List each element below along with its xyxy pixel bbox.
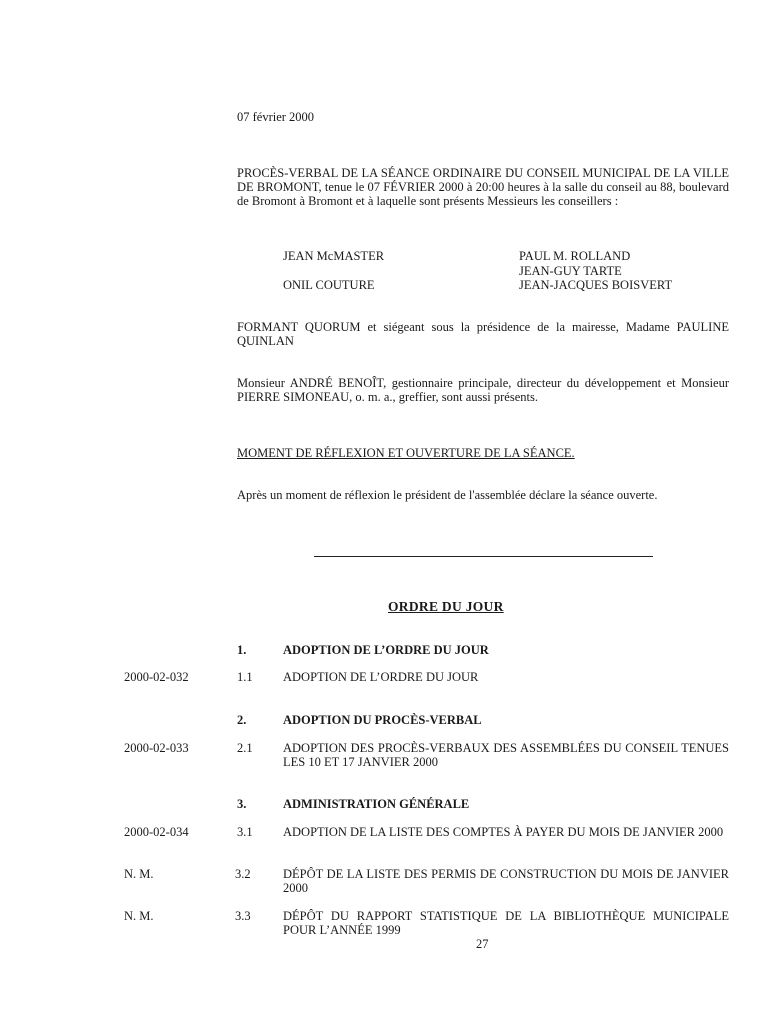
document-date: 07 février 2000 xyxy=(237,110,315,124)
agenda-item-number: 3.1 xyxy=(237,825,253,839)
quorum-paragraph: FORMANT QUORUM et siégeant sous la présidence de la mairesse, Madame PAULINE QUINLAN xyxy=(237,320,729,348)
agenda-item-text: ADOPTION DES PROCÈS-VERBAUX DES ASSEMBLÉES DU CONSEIL TENUES LES 10 ET 17 JANVIER 2000 xyxy=(283,741,729,769)
agenda-item-text: ADOPTION DE L’ORDRE DU JOUR xyxy=(283,643,489,657)
agenda-item-number: 3.2 xyxy=(235,867,251,881)
agenda-item-number: 1. xyxy=(237,643,247,657)
section-divider xyxy=(314,556,653,557)
resolution-number: 2000-02-032 xyxy=(124,670,189,684)
resolution-number: N. M. xyxy=(124,909,154,923)
agenda-item-text: ADMINISTRATION GÉNÉRALE xyxy=(283,797,470,811)
councillor-left-2: ONIL COUTURE xyxy=(283,278,375,292)
resolution-number: 2000-02-034 xyxy=(124,825,189,839)
reflection-heading: MOMENT DE RÉFLEXION ET OUVERTURE DE LA SÉANCE. xyxy=(237,446,575,460)
intro-paragraph: PROCÈS-VERBAL DE LA SÉANCE ORDINAIRE DU CONSEIL MUNICIPAL DE LA VILLE DE BROMONT, tenue le 07 FÉVRIER 2000 à 20:00 heures à la salle du conseil au 88, boulevard de Bromont à Bromont et à laquelle sont présents Messieurs les conseillers : xyxy=(237,166,729,208)
agenda-item-number: 3.3 xyxy=(235,909,251,923)
councillor-right-3: JEAN-JACQUES BOISVERT xyxy=(519,278,673,292)
agenda-item-number: 2. xyxy=(237,713,247,727)
attendance-paragraph: Monsieur ANDRÉ BENOÎT, gestionnaire principale, directeur du développement et Monsieur PIERRE SIMONEAU, o. m. a., greffier, sont aussi présents. xyxy=(237,376,729,404)
agenda-item-text: ADOPTION DE LA LISTE DES COMPTES À PAYER DU MOIS DE JANVIER 2000 xyxy=(283,825,724,839)
agenda-item-text: ADOPTION DE L’ORDRE DU JOUR xyxy=(283,670,479,684)
reflection-paragraph: Après un moment de réflexion le président de l'assemblée déclare la séance ouverte. xyxy=(237,488,658,502)
resolution-number: N. M. xyxy=(124,867,154,881)
councillor-right-1: PAUL M. ROLLAND xyxy=(519,249,631,263)
agenda-item-number: 1.1 xyxy=(237,670,253,684)
agenda-item-text: DÉPÔT DU RAPPORT STATISTIQUE DE LA BIBLIOTHÈQUE MUNICIPALE POUR L’ANNÉE 1999 xyxy=(283,909,729,937)
councillor-left-1: JEAN McMASTER xyxy=(283,249,385,263)
agenda-item-number: 2.1 xyxy=(237,741,253,755)
agenda-title: ORDRE DU JOUR xyxy=(388,599,504,614)
agenda-item-text: ADOPTION DU PROCÈS-VERBAL xyxy=(283,713,482,727)
resolution-number: 2000-02-033 xyxy=(124,741,189,755)
agenda-item-number: 3. xyxy=(237,797,247,811)
page-number: 27 xyxy=(476,937,489,951)
councillor-right-2: JEAN-GUY TARTE xyxy=(519,264,622,278)
agenda-item-text: DÉPÔT DE LA LISTE DES PERMIS DE CONSTRUCTION DU MOIS DE JANVIER 2000 xyxy=(283,867,729,895)
